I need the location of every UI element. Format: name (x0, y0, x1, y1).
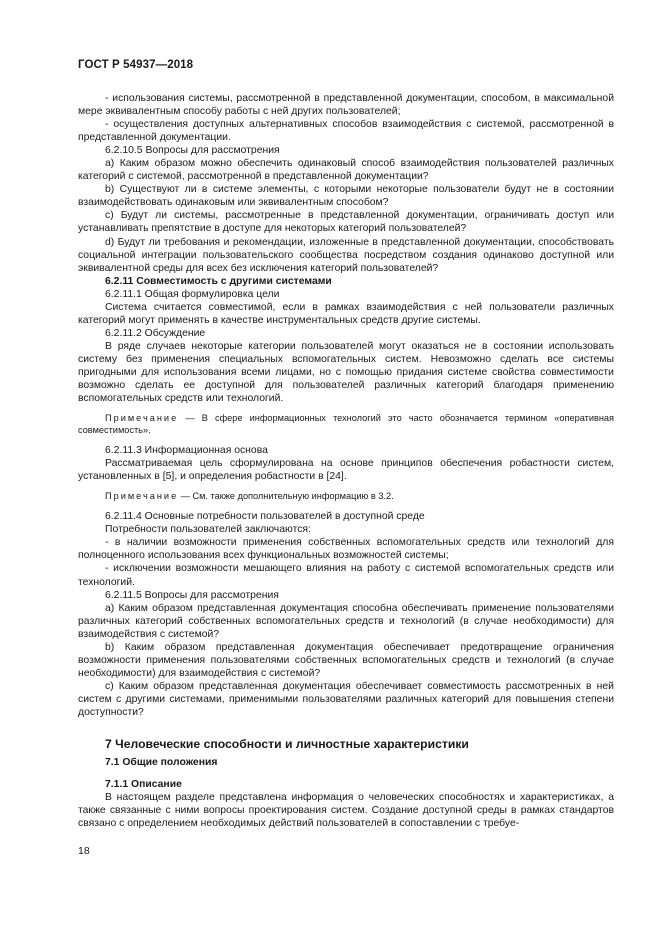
page-number: 18 (78, 845, 90, 857)
paragraph: В настоящем разделе представлена информация о человеческих способностях и характеристиках, а также связанные с ними вопросы проектирования систем. Создание доступной среды в рамках стандартов связано с определением необходимых действий пользователей в сопоставлении с требуе- (78, 792, 614, 830)
paragraph: В ряде случаев некоторые категории пользователей могут оказаться не в состоянии использовать систему без применения специальных вспомогательных систем. Невозможно сделать все системы пригодными для использования всеми лицами, но с помощью придания системе свойства совместимости возможно сделать ее доступной для пользователей различных категорий благодаря применению вспомогательных средств или технологий. (78, 340, 614, 405)
paragraph: - в наличии возможности применения собственных вспомогательных средств или технологий для полноценного использования всех функциональных возможностей системы; (78, 537, 614, 562)
paragraph: c) Будут ли системы, рассмотренные в представленной документации, ограничивать доступ или устанавливать препятствие в доступе для некоторых категорий пользователей? (78, 210, 614, 235)
section-heading: 6.2.11 Совместимость с другими системами (105, 275, 332, 287)
section-heading: 7.1 Общие положения (105, 757, 218, 769)
subsection-heading: 6.2.11.4 Основные потребности пользователей в доступной среде (105, 511, 425, 523)
paragraph: b) Существуют ли в системе элементы, с которыми некоторые пользователи будут не в состоянии взаимодействовать одинаковым или эквивалентным способом? (78, 184, 614, 209)
document-header: ГОСТ Р 54937—2018 (78, 59, 194, 71)
document-body (78, 92, 614, 830)
subsection-heading: 6.2.10.5 Вопросы для рассмотрения (105, 145, 280, 157)
subsection-heading: 6.2.11.5 Вопросы для рассмотрения (105, 589, 279, 601)
note-text: — См. также дополнительную информацию в 3.2. (178, 491, 394, 502)
paragraph: - исключении возможности мешающего влияния на работу с системой вспомогательных средств или технологий. (78, 563, 614, 588)
paragraph: d) Будут ли требования и рекомендации, изложенные в представленной документации, способствовать социальной интеграции пользовательского сообщества посредством создания одинаково доступной или эквивалентной среды для всех без исключения категорий пользователей? (78, 236, 614, 274)
note-label: Примечание (105, 413, 179, 424)
note (78, 412, 614, 436)
note (78, 490, 614, 502)
paragraph: Рассматриваемая цель сформулирована на основе принципов обеспечения робастности систем, установленных в [5], и определения робастности в [24]. (78, 458, 614, 483)
subsection-heading: 7.1.1 Описание (105, 779, 182, 791)
chapter-heading: 7 Человеческие способности и личностные характеристики (105, 737, 469, 752)
paragraph: c) Каким образом представленная документация обеспечивает совместимость рассмотренных в ней систем с другими системами, применимыми пользователями различных категорий для повышения степени доступности? (78, 680, 614, 718)
subsection-heading: 6.2.11.1 Общая формулировка цели (105, 288, 280, 300)
note-text: — В сфере информационных технологий это часто обозначается термином «оперативная совместимость». (78, 413, 614, 436)
note-label: Примечание (105, 491, 179, 502)
paragraph: - осуществления доступных альтернативных способов взаимодействия с системой, рассмотренной в представленной документации. (78, 119, 614, 144)
paragraph: a) Каким образом представленная документация способна обеспечивать применение пользователями различных категорий собственных вспомогательных средств и технологий (в случае необходимости) для взаимодействия с системой? (78, 602, 614, 640)
paragraph: Система считается совместимой, если в рамках взаимодействия с ней пользователи различных категорий могут применять в качестве инструментальных средств другие системы. (78, 301, 614, 326)
paragraph: Потребности пользователей заключаются: (105, 524, 311, 536)
paragraph: a) Каким образом можно обеспечить одинаковый способ взаимодействия пользователей различных категорий с системой, рассмотренной в представленной документации? (78, 158, 614, 183)
paragraph: b) Каким образом представленная документация обеспечивает предотвращение ограничения возможности применения пользователями собственных вспомогательных средств и технологий (в случае необходимости) для взаимодействия с системой? (78, 641, 614, 679)
subsection-heading: 6.2.11.2 Обсуждение (105, 327, 206, 339)
subsection-heading: 6.2.11.3 Информационная основа (105, 445, 268, 457)
paragraph: - использования системы, рассмотренной в представленной документации, способом, в максимальной мере эквивалентным способу работы с ней других пользователей; (78, 93, 614, 118)
